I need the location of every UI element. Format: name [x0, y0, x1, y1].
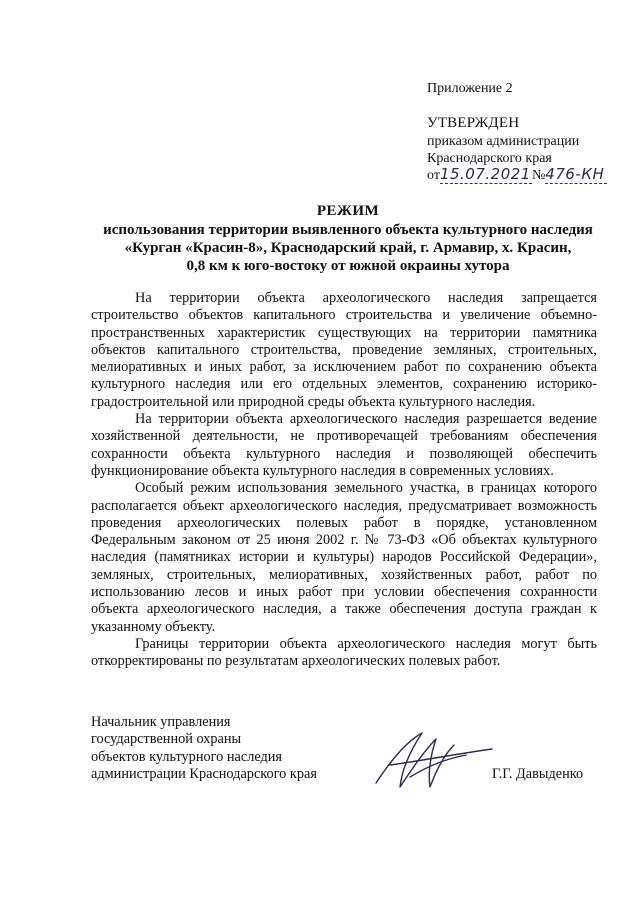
- date-prefix: от: [427, 168, 440, 183]
- title-line-1: использования территории выявленного объекта культурного наследия: [103, 222, 593, 238]
- signatory-line-4: администрации Краснодарского края: [91, 765, 317, 782]
- signatory-line-3: объектов культурного наследия: [91, 748, 282, 765]
- order-line-2: Краснодарского края: [427, 151, 552, 166]
- order-date-handwritten: 15.07.2021: [439, 165, 531, 183]
- document-title-block: [90, 202, 606, 275]
- paragraph-prohibitions: На территории объекта археологического наследия запрещается строительство объектов капитального строительства и увеличение объемно-пространственных характеристик существующих на территории памятника объектов капитального строительства, проведение земляных, строительных, мелиоративных и иных работ, за исключением работ по сохранению объекта культурного наследия или его отдельных элементов, сохранению историко-градостроительной или природной среды объекта культурного наследия.: [91, 290, 597, 410]
- order-date-line: [427, 165, 607, 184]
- signatory-line-1: Начальник управления: [91, 714, 231, 730]
- paragraph-boundaries: Границы территории объекта археологического наследия могут быть откорректированы по результатам археологических полевых работ.: [91, 635, 597, 670]
- title-line-2: «Курган «Красин-8», Краснодарский край, г. Армавир, х. Красин,: [124, 240, 572, 256]
- document-title: РЕЖИМ: [316, 203, 380, 219]
- document-body: [91, 290, 597, 671]
- approved-label: УТВЕРЖДЕН: [427, 115, 520, 131]
- annex-label: Приложение 2: [427, 81, 513, 96]
- order-number-handwritten: 476-КН: [545, 165, 607, 184]
- signatory-line-2: государственной охраны: [91, 731, 242, 748]
- paragraph-special-regime: Особый режим использования земельного участка, в границах которого располагается объект археологического наследия, предусматривает возможность проведения археологических полевых работ в порядке, установленном Федеральным законом от 25 июня 2002 г. № 73-ФЗ «Об объектах культурного наследия (памятниках истории и культуры) народов Российской Федерации», земляных, строительных, мелиоративных, хозяйственных работ, работ по использованию лесов и иных работ при условии обеспечения сохранности объекта археологического наследия, а также обеспечения доступа граждан к указанному объекту.: [91, 480, 597, 635]
- order-line-1: приказом администрации: [427, 134, 580, 149]
- signatory-title: [91, 714, 317, 783]
- title-line-3: 0,8 км к юго-востоку от южной окраины хутора: [186, 258, 510, 274]
- paragraph-permissions: На территории объекта археологического наследия разрешается ведение хозяйственной деятельности, не противоречащей требованиям обеспечения сохранности объекта культурного наследия и позволяющей обеспечить функционирование объекта культурного наследия в современных условиях.: [91, 411, 597, 479]
- number-prefix: №: [531, 168, 546, 183]
- handwritten-signature: [370, 725, 495, 795]
- signer-name: Г.Г. Давыденко: [492, 766, 584, 782]
